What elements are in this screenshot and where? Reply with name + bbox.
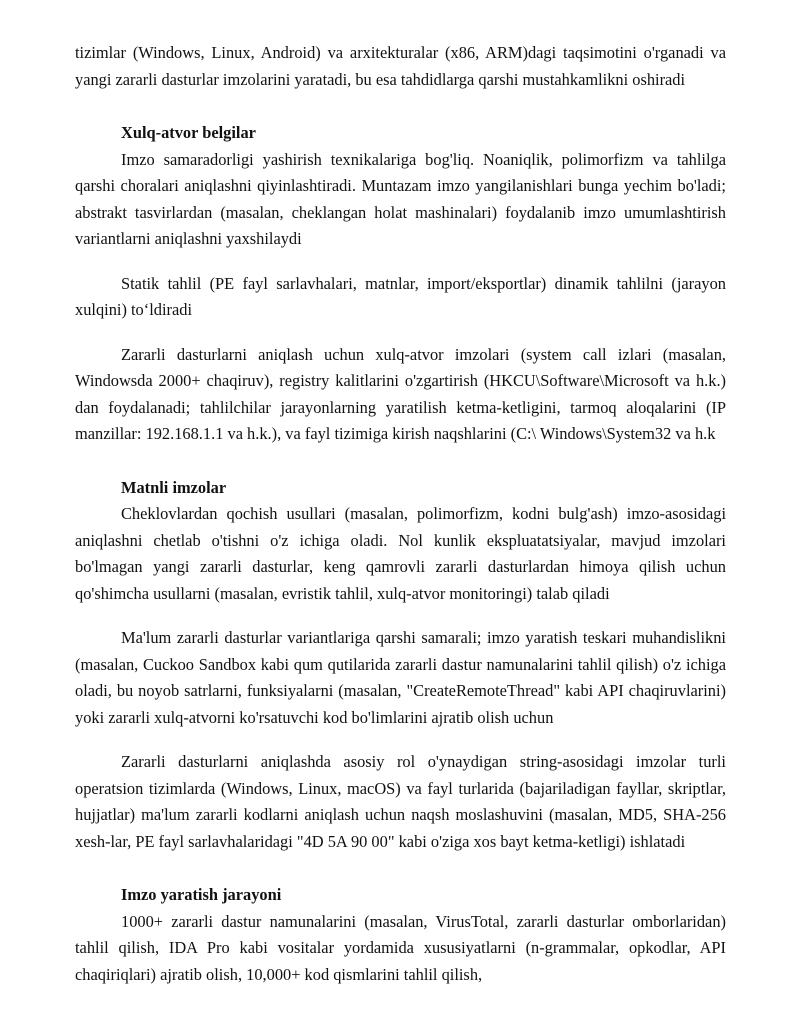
paragraph-spacer: [75, 253, 726, 271]
paragraph-spacer: [75, 607, 726, 625]
paragraph: tizimlar (Windows, Linux, Android) va arxitekturalar (x86, ARM)dagi taqsimotini o'rganadi va yangi zararli dasturlar imzolarini yaratadi, bu esa tahdidlarga qarshi mustahkamlikni oshiradi: [75, 43, 726, 89]
document-page: [75, 40, 726, 988]
paragraph-spacer: [75, 93, 726, 120]
paragraph: Statik tahlil (PE fayl sarlavhalari, matnlar, import/eksportlar) dinamik tahlilni (jarayon xulqini) to‘ldiradi: [75, 273, 726, 319]
paragraph: 1000+ zararli dastur namunalarini (masalan, VirusTotal, zararli dasturlar omborlaridan) tahlil qilish, IDA Pro kabi vositalar yordamida xususiyatlarni (n-grammalar, opkodlar, API chaqiriqlari) ajratib olish, 10,000+ kod qismlarini tahlil qilish,: [75, 911, 726, 984]
paragraph: Cheklovlardan qochish usullari (masalan, polimorfizm, kodni bulg'ash) imzo-asosidagi aniqlashni chetlab o'tishni o'z ichiga oladi. Nol kunlik ekspluatatsiyalar, mavjud imzolari bo'lmagan yangi zararli dasturlar, keng qamrovli zararli dasturlardan himoya qilish uchun qo'shimcha usullarni (masalan, evristik tahlil, xulq-atvor monitoringi) talab qiladi: [75, 504, 726, 603]
paragraph-spacer: [75, 731, 726, 749]
section-heading: Imzo yaratish jarayoni: [121, 885, 282, 904]
paragraph: Imzo samaradorligi yashirish texnikalariga bog'liq. Noaniqlik, polimorfizm va tahlilga qarshi choralari aniqlashni qiyinlashtiradi. Muntazam imzo yangilanishlari bunga yechim bo'ladi; abstrakt tasvirlardan (masalan, cheklangan holat mashinalari) foydalanib imzo umumlashtirish variantlarni aniqlashni yaxshilaydi: [75, 149, 726, 248]
paragraph: Zararli dasturlarni aniqlash uchun xulq-atvor imzolari (system call izlari (masalan, Windowsda 2000+ chaqiruv), registry kalitlarini o'zgartirish (HKCU\Software\Microsoft va h.k.) dan foydalanadi; tahlilchilar jarayonlarning yaratilish ketma-ketligini, tarmoq aloqalarini (IP manzillar: 192.168.1.1 va h.k.), va fayl tizimiga kirish naqshlarini (C:\ Windows\System32 va h.k: [75, 344, 726, 443]
paragraph-spacer: [75, 448, 726, 475]
paragraph-spacer: [75, 324, 726, 342]
paragraph-spacer: [75, 855, 726, 882]
section-heading: Matnli imzolar: [121, 477, 227, 497]
section-heading: Xulq-atvor belgilar: [121, 123, 256, 142]
paragraph: Zararli dasturlarni aniqlashda asosiy rol o'ynaydigan string-asosidagi imzolar turli operatsion tizimlarda (Windows, Linux, macOS) va fayl turlarida (bajariladigan fayllar, skriptlar, hujjatlar) ma'lum zararli kodlarni aniqlash uchun naqsh moslashuvini (masalan, MD5, SHA-256 xesh-lar, PE fayl sarlavhalaridagi "4D 5A 90 00" kabi o'ziga xos bayt ketma-ketligi) ishlatadi: [75, 752, 726, 851]
paragraph: Ma'lum zararli dasturlar variantlariga qarshi samarali; imzo yaratish teskari muhandislikni (masalan, Cuckoo Sandbox kabi qum qutilarida zararli dastur namunalarini tahlil qilish) o'z ichiga oladi, bu noyob satrlarni, funksiyalarni (masalan, "CreateRemoteThread" kabi API chaqiruvlarini) yoki zararli xulq-atvorni ko'rsatuvchi kod bo'limlarini ajratib olish uchun: [75, 628, 726, 727]
